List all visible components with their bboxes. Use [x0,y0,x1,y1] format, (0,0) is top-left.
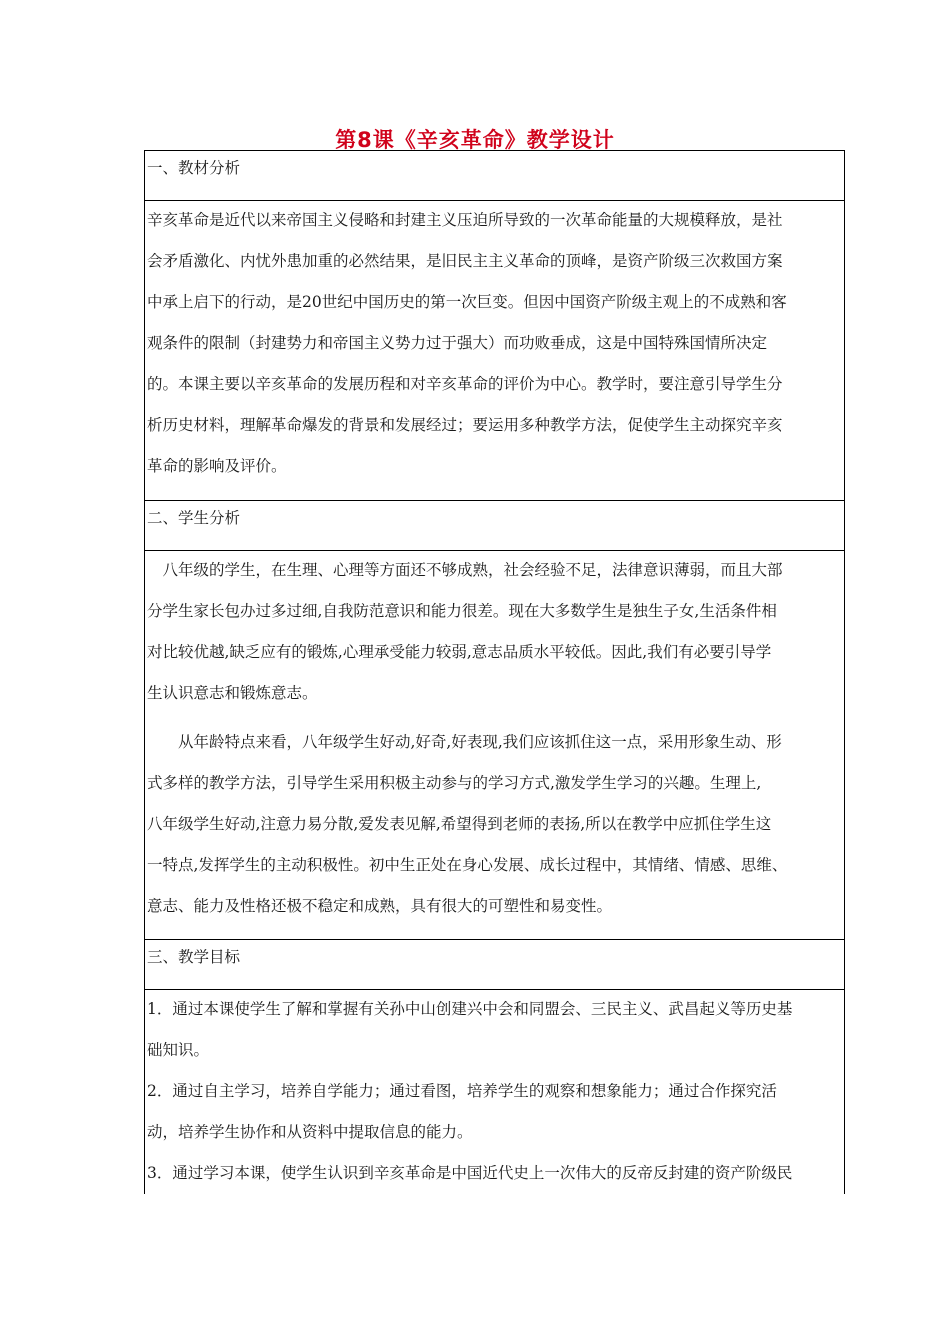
text-line: 的。本课主要以辛亥革命的发展历程和对辛亥革命的评价为中心。教学时，要注意引导学生分 [147,375,783,393]
text-line: 式多样的教学方法，引导学生采用积极主动参与的学习方式,激发学生学习的兴趣。生理上, [147,774,762,792]
text-line: 观条件的限制（封建势力和帝国主义势力过于强大）而功败垂成，这是中国特殊国情所决定 [147,334,768,352]
document-title: 第8课《辛亥革命》教学设计 [335,128,615,152]
text-line: 中承上启下的行动，是20世纪中国历史的第一次巨变。但因中国资产阶级主观上的不成熟和客 [147,293,787,311]
text-line: 意志、能力及性格还极不稳定和成熟，具有很大的可塑性和易变性。 [147,897,613,915]
text-line: 对比较优越,缺乏应有的锻炼,心理承受能力较弱,意志品质水平较低。因此,我们有必要引导学 [147,643,772,661]
section-heading-textbook-analysis: 一、教材分析 [145,151,844,201]
paragraph-gap [147,717,842,725]
lesson-plan-table [144,150,845,1194]
text-line: 八年级的学生，在生理、心理等方面还不够成熟，社会经验不足，法律意识薄弱，而且大部 [147,561,783,579]
text-line: 八年级学生好动,注意力易分散,爱发表见解,希望得到老师的表扬,所以在教学中应抓住学生这 [147,815,772,833]
section-heading-student-analysis: 二、学生分析 [145,501,844,551]
goal-line: 1．通过本课使学生了解和掌握有关孙中山创建兴中会和同盟会、三民主义、武昌起义等历史基 [147,1000,793,1018]
goal-line: 动，培养学生协作和从资料中提取信息的能力。 [147,1123,473,1141]
text-line: 革命的影响及评价。 [147,457,287,475]
text-line: 分学生家长包办过多过细,自我防范意识和能力很差。现在大多数学生是独生子女,生活条件相 [147,602,777,620]
section-heading-teaching-goals: 三、教学目标 [145,940,844,990]
goal-line: 3．通过学习本课，使学生认识到辛亥革命是中国近代史上一次伟大的反帝反封建的资产阶级民 [147,1164,793,1182]
text-line: 析历史材料，理解革命爆发的背景和发展经过；要运用多种教学方法，促使学生主动探究辛亥 [147,416,783,434]
text-line: 生认识意志和锻炼意志。 [147,684,318,702]
goal-line: 2．通过自主学习，培养自学能力；通过看图，培养学生的观察和想象能力；通过合作探究活 [147,1082,777,1100]
section-body-textbook-analysis [145,201,844,501]
text-line: 一特点,发挥学生的主动积极性。初中生正处在身心发展、成长过程中，其情绪、情感、思维、 [147,856,788,874]
goal-line: 础知识。 [147,1041,210,1059]
text-line: 从年龄特点来看，八年级学生好动,好奇,好表现,我们应该抓住这一点，采用形象生动、形 [147,733,782,751]
text-line: 辛亥革命是近代以来帝国主义侵略和封建主义压迫所导致的一次革命能量的大规模释放，是社 [147,211,783,229]
text-line: 会矛盾激化、内忧外患加重的必然结果，是旧民主主义革命的顶峰，是资产阶级三次救国方案 [147,252,783,270]
section-body-teaching-goals [145,990,844,1195]
section-body-student-analysis [145,551,844,940]
